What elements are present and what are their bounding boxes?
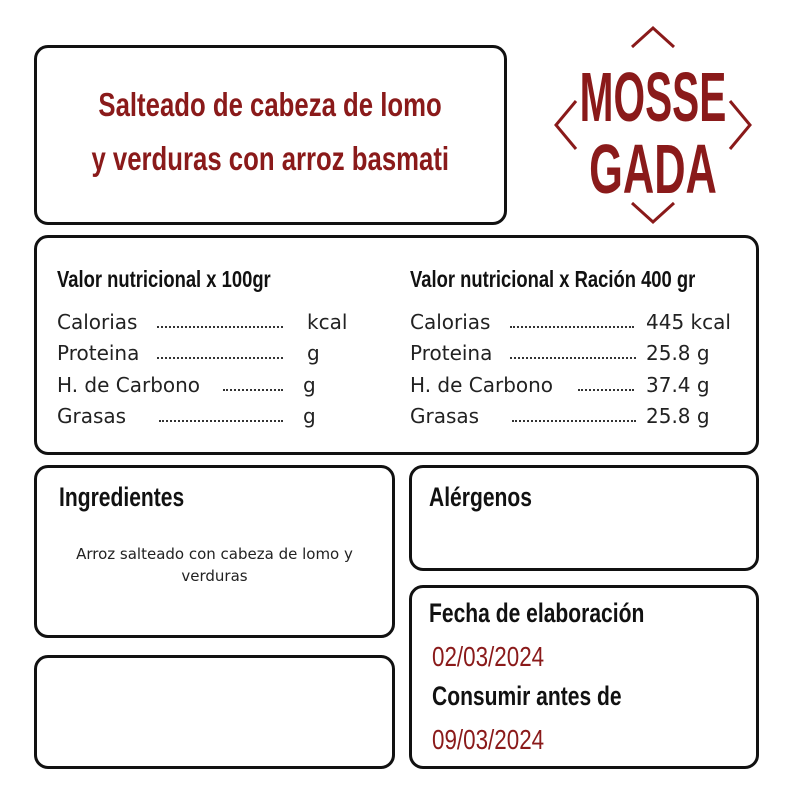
ingredients-box [34, 465, 395, 638]
nutrient-label: H. de Carbono [410, 373, 554, 397]
product-title-line-1: Salteado de cabeza de lomo [98, 86, 443, 123]
nutrient-label: Grasas [57, 404, 127, 428]
nutrient-label: Calorias [57, 310, 138, 334]
nutrient-value: kcal [307, 310, 348, 334]
leader-dots [578, 389, 634, 391]
product-title-line-2: y verduras con arroz basmati [91, 140, 450, 177]
nutrient-value: g [303, 373, 316, 397]
blank-box [34, 655, 395, 769]
nutrient-value: g [307, 341, 320, 365]
production-date-value: 02/03/2024 [432, 641, 545, 672]
nutrition-per100-row [57, 372, 357, 398]
nutrient-label: Proteina [410, 341, 493, 365]
nutrient-value: 37.4 g [646, 373, 710, 397]
leader-dots [512, 420, 636, 422]
expiry-date-label: Consumir antes de [432, 681, 622, 711]
nutrition-per100-row [57, 309, 357, 335]
nutrient-value: 25.8 g [646, 341, 710, 365]
nutrient-value: g [303, 404, 316, 428]
expiry-date-value: 09/03/2024 [432, 724, 545, 755]
nutrient-label: Proteina [57, 341, 140, 365]
product-title-box [34, 45, 507, 225]
brand-logo-line-2: GADA [589, 130, 717, 209]
nutrition-serving-row [410, 309, 740, 335]
nutrient-label: Grasas [410, 404, 480, 428]
brand-logo [552, 25, 754, 225]
nutrient-value: 25.8 g [646, 404, 710, 428]
leader-dots [510, 326, 634, 328]
nutrient-label: H. de Carbono [57, 373, 201, 397]
nutrition-serving-row [410, 372, 740, 398]
nutrient-label: Calorias [410, 310, 491, 334]
leader-dots [510, 357, 636, 359]
allergens-heading: Alérgenos [429, 482, 532, 512]
nutrition-per100-heading: Valor nutricional x 100gr [57, 266, 271, 292]
nutrition-serving-row [410, 340, 740, 366]
brand-logo-diamond [552, 25, 754, 225]
allergens-box [409, 465, 759, 571]
nutrient-value: 445 kcal [646, 310, 731, 334]
production-date-label: Fecha de elaboración [429, 598, 645, 628]
nutrition-box [34, 235, 759, 455]
nutrition-serving-row [410, 403, 740, 429]
leader-dots [157, 326, 283, 328]
leader-dots [223, 389, 283, 391]
leader-dots [159, 420, 283, 422]
ingredients-heading: Ingredientes [59, 482, 185, 512]
nutrition-serving-heading: Valor nutricional x Ración 400 gr [410, 266, 696, 292]
dates-box [409, 585, 759, 769]
leader-dots [157, 357, 283, 359]
nutrition-per100-row [57, 340, 357, 366]
nutrition-per100-row [57, 403, 357, 429]
brand-logo-line-1: MOSSE [579, 58, 727, 137]
ingredients-text: Arroz salteado con cabeza de lomo y verduras [76, 545, 353, 585]
